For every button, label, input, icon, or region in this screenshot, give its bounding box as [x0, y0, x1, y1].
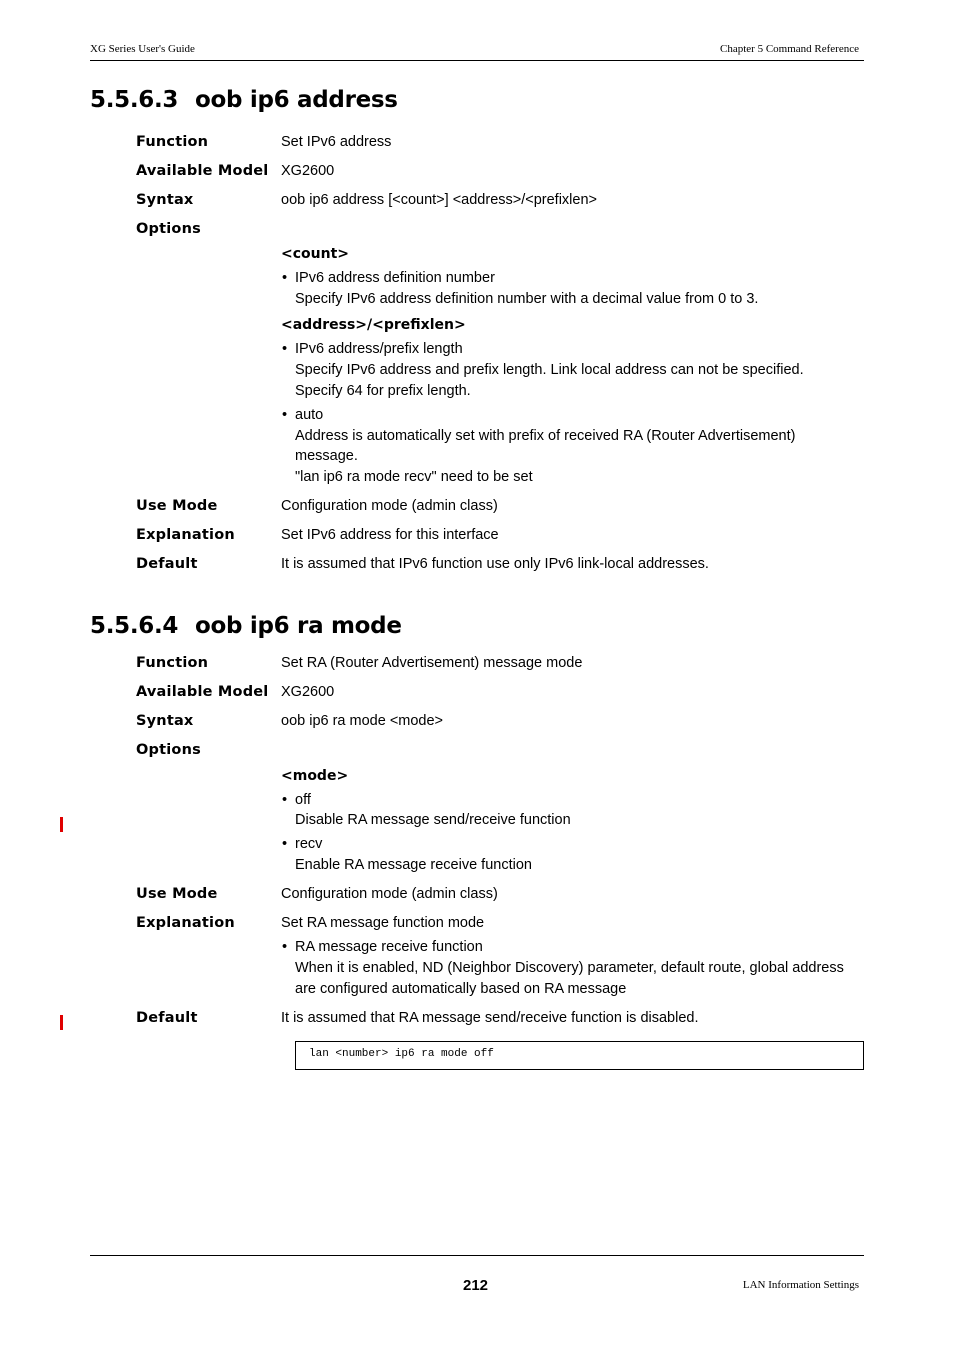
options-label: Options — [136, 742, 201, 758]
function-value: Set IPv6 address — [281, 134, 392, 150]
option-item: auto — [295, 407, 324, 423]
bullet: • — [282, 341, 288, 357]
options-label: Options — [136, 221, 201, 237]
model-label: Available Model — [136, 684, 269, 700]
option-description: Disable RA message send/receive function — [295, 812, 571, 828]
section-number: 5.5.6.4 — [90, 613, 179, 639]
footer-rule — [90, 1255, 864, 1256]
explanation-value: Set RA message function mode — [281, 915, 485, 931]
default-label: Default — [136, 556, 198, 572]
explanation-item: RA message receive function — [295, 939, 483, 955]
header-right: Chapter 5 Command Reference — [720, 43, 859, 55]
syntax-label: Syntax — [136, 713, 194, 729]
section-heading — [90, 613, 402, 639]
model-label: Available Model — [136, 163, 269, 179]
bullet: • — [282, 792, 288, 808]
option-description: Address is automatically set with prefix of received RA (Router Advertisement) — [295, 428, 796, 444]
code-example-box — [295, 1041, 864, 1070]
header-rule — [90, 60, 864, 61]
change-bar — [60, 817, 63, 832]
default-label: Default — [136, 1010, 198, 1026]
option-item: IPv6 address/prefix length — [295, 341, 463, 357]
default-value: It is assumed that RA message send/receive function is disabled. — [281, 1010, 699, 1026]
option-description: Specify 64 for prefix length. — [295, 383, 471, 399]
section-title: oob ip6 ra mode — [195, 613, 402, 639]
section-number: 5.5.6.3 — [90, 87, 179, 113]
usemode-value: Configuration mode (admin class) — [281, 886, 498, 902]
explanation-label: Explanation — [136, 527, 235, 543]
change-bar — [60, 1015, 63, 1030]
usemode-value: Configuration mode (admin class) — [281, 498, 498, 514]
function-value: Set RA (Router Advertisement) message mode — [281, 655, 583, 671]
option-description: message. — [295, 448, 358, 464]
usemode-label: Use Mode — [136, 498, 218, 514]
page-number: 212 — [463, 1277, 489, 1294]
section-title: oob ip6 address — [195, 87, 398, 113]
syntax-value: oob ip6 ra mode <mode> — [281, 713, 444, 729]
explanation-description: are configured automatically based on RA message — [295, 981, 627, 997]
bullet: • — [282, 407, 288, 423]
explanation-label: Explanation — [136, 915, 235, 931]
option-name: <address>/<prefixlen> — [281, 317, 466, 333]
option-name: <count> — [281, 246, 350, 262]
explanation-value: Set IPv6 address for this interface — [281, 527, 499, 543]
bullet: • — [282, 836, 288, 852]
header-left: XG Series User's Guide — [90, 43, 195, 55]
bullet: • — [282, 270, 288, 286]
option-item: recv — [295, 836, 323, 852]
option-description: Enable RA message receive function — [295, 857, 532, 873]
model-value: XG2600 — [281, 163, 335, 179]
function-label: Function — [136, 655, 209, 671]
option-description: Specify IPv6 address definition number with a decimal value from 0 to 3. — [295, 291, 759, 307]
footer-right: LAN Information Settings — [742, 1279, 859, 1291]
syntax-value: oob ip6 address [<count>] <address>/<prefixlen> — [281, 192, 597, 208]
model-value: XG2600 — [281, 684, 335, 700]
usemode-label: Use Mode — [136, 886, 218, 902]
option-description: Specify IPv6 address and prefix length. Link local address can not be specified. — [295, 362, 804, 378]
function-label: Function — [136, 134, 209, 150]
code-example: lan <number> ip6 ra mode off — [309, 1048, 494, 1060]
section-heading — [90, 87, 398, 113]
explanation-description: When it is enabled, ND (Neighbor Discovery) parameter, default route, global address — [295, 960, 844, 976]
option-item: off — [295, 792, 311, 808]
option-name: <mode> — [281, 768, 349, 784]
syntax-label: Syntax — [136, 192, 194, 208]
option-description: "lan ip6 ra mode recv" need to be set — [295, 469, 533, 485]
bullet: • — [282, 939, 288, 955]
default-value: It is assumed that IPv6 function use only IPv6 link-local addresses. — [281, 556, 709, 572]
option-item: IPv6 address definition number — [295, 270, 495, 286]
